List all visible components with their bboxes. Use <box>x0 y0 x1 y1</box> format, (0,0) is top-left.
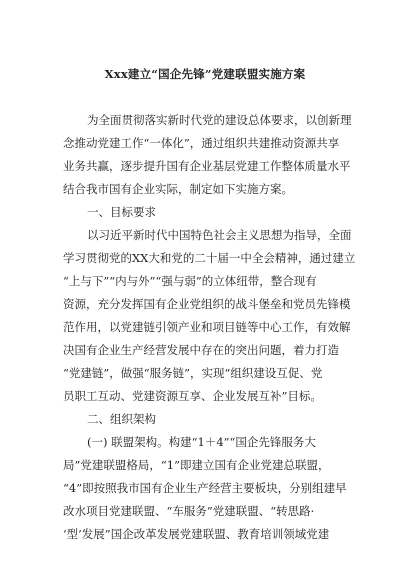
paragraph-line: 业务共赢，逐步提升国有企业基层党建工作整体质量水平 <box>63 159 351 173</box>
paragraph-line: 局”党建联盟格局，“1”即建立国有企业党建总联盟， <box>63 458 330 472</box>
paragraph-line: 决国有企业生产经营发展中存在的突出问题，着力打造 <box>63 343 339 357</box>
section-heading: 二、组织架构 <box>87 412 156 426</box>
document-body <box>63 109 363 546</box>
paragraph-line: ‘型’发展”国企改革发展党建联盟、教育培训领域党建 <box>63 527 330 541</box>
paragraph-line: “上与下”“内与外”“强与弱”的立体纽带，整合现有 <box>63 274 317 288</box>
paragraph-line: 范作用，以党建链引领产业和项目链等中心工作，有效解 <box>63 320 351 334</box>
paragraph-line: 以习近平新时代中国特色社会主义思想为指导，全面 <box>87 228 352 242</box>
section-heading: 一、目标要求 <box>87 205 156 219</box>
paragraph-line: (一) 联盟架构。构建“1＋4”“国企先锋服务大 <box>87 435 316 449</box>
paragraph-line: 资源，充分发挥国有企业党组织的战斗堡垒和党员先锋模 <box>63 297 351 311</box>
paragraph-line: 结合我市国有企业实际，制定如下实施方案。 <box>63 182 293 196</box>
paragraph-line: 学习贯彻党的XX大和党的二十届一中全会精神，通过建立 <box>63 251 356 265</box>
document-title: Xxx建立“国企先锋”党建联盟实施方案 <box>104 67 306 81</box>
paragraph-line: “4”即按照我市国有企业生产经营主要板块，分别组建早 <box>63 481 347 495</box>
paragraph-line: 为全面贯彻落实新时代党的建设总体要求，以创新理 <box>87 113 352 127</box>
paragraph-line: 员职工互动、党建资源互享、企业发展互补”目标。 <box>63 389 322 403</box>
paragraph-line: 念推动党建工作“一体化”，通过组织共建推动资源共享 <box>63 136 340 150</box>
paragraph-line: “党建链”，做强“服务链”，实现“组织建设互促、党 <box>63 366 323 380</box>
paragraph-line: 改水项目党建联盟、“车服务”党建联盟、“转思路· <box>63 504 315 518</box>
